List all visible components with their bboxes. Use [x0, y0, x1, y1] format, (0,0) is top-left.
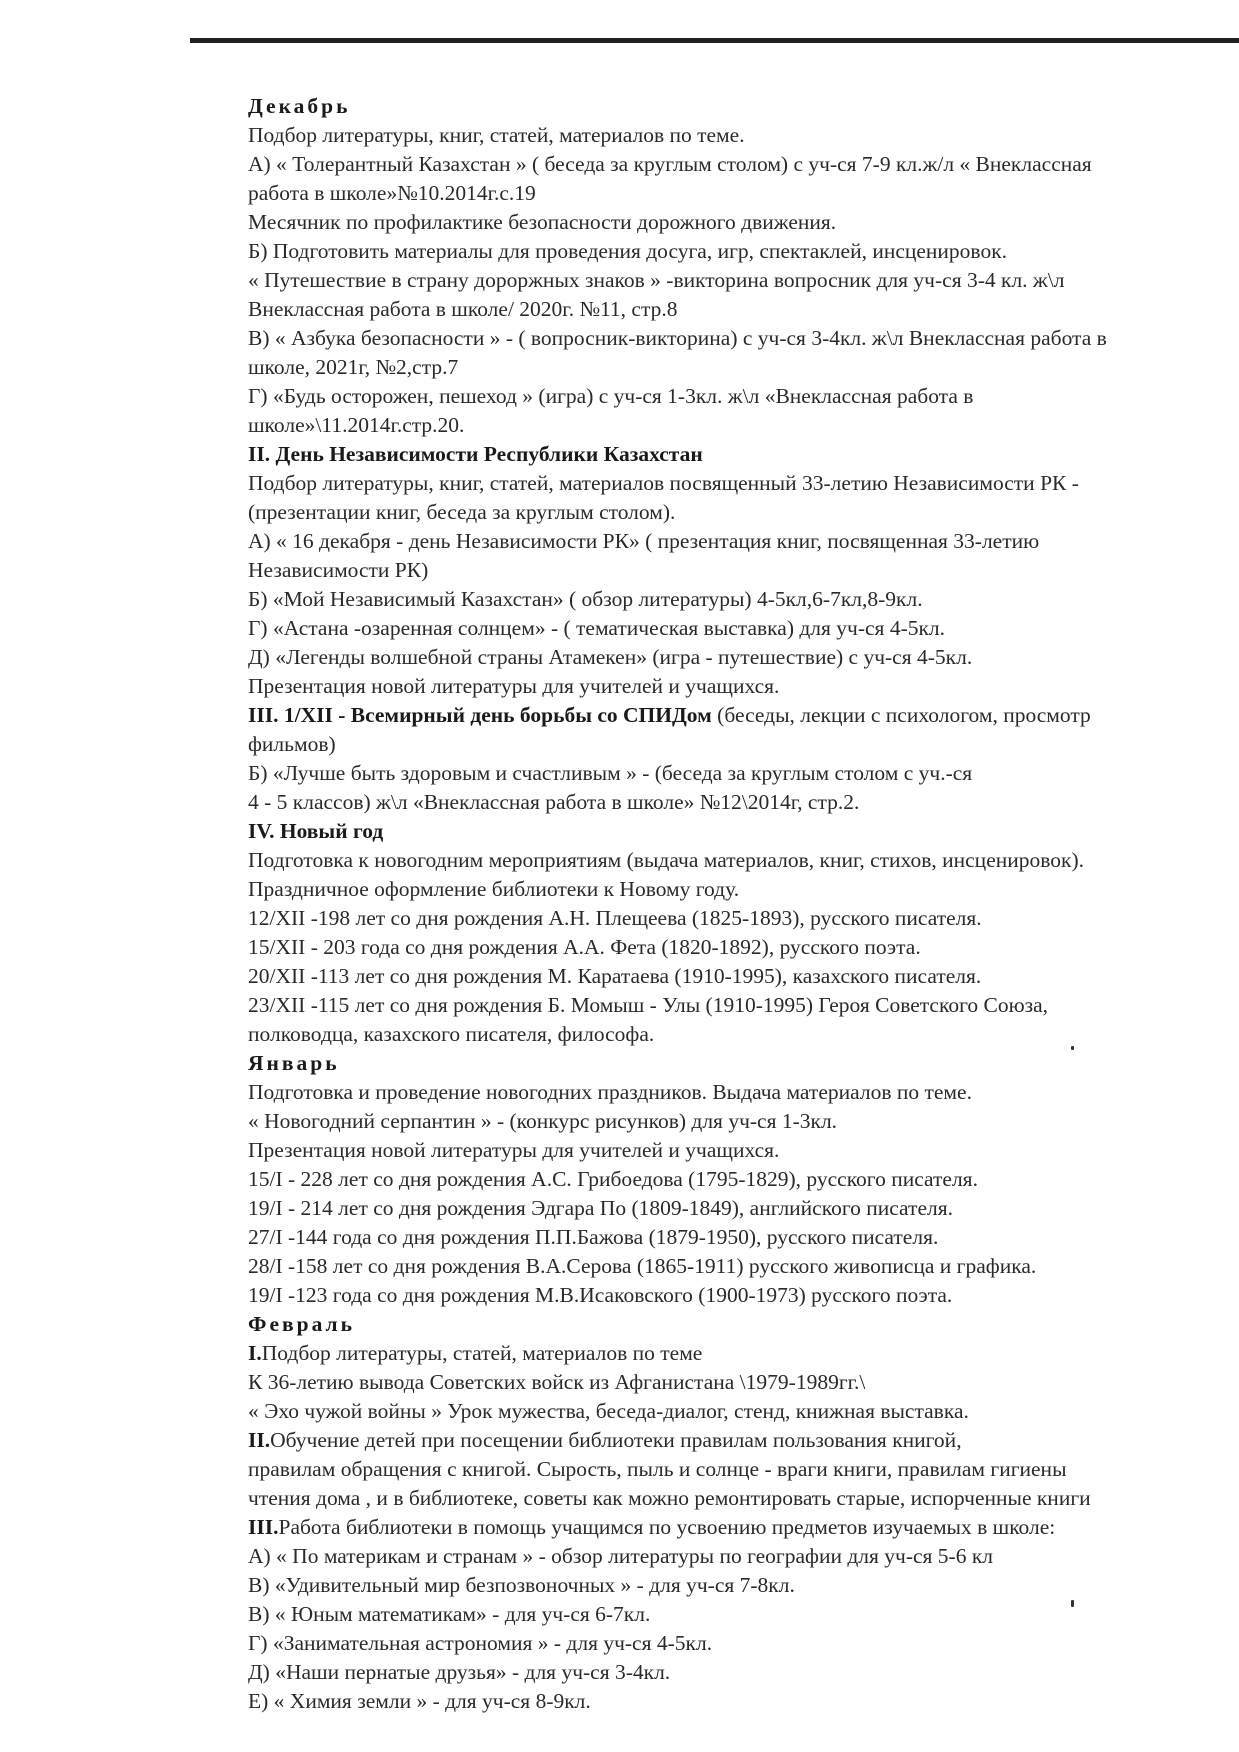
text-line: Презентация новой литературы для учителей и учащихся. — [248, 674, 780, 698]
text-line: Г) «Занимательная астрономия » - для уч-ся 4-5кл. — [248, 1631, 713, 1655]
text-line: Подготовка к новогодним мероприятиям (выдача материалов, книг, стихов, инсценировок). — [248, 848, 1084, 872]
section-number: III. 1/XII - Всемирный день борьбы со СПИДом — [248, 703, 712, 727]
text-line: А) « Толерантный Казахстан » ( беседа за круглым столом) с уч-ся 7-9 кл.ж/л « Внеклассная — [248, 152, 1092, 176]
mixed-line — [248, 701, 1239, 730]
text-line: 15/XII - 203 года со дня рождения А.А. Фета (1820-1892), русского поэта. — [248, 935, 921, 959]
section-heading: IV. Новый год — [248, 819, 384, 843]
text-line: Подготовка и проведение новогодних праздников. Выдача материалов по теме. — [248, 1080, 972, 1104]
text-line: 15/I - 228 лет со дня рождения А.С. Грибоедова (1795-1829), русского писателя. — [248, 1167, 978, 1191]
text-line: Б) «Мой Независимый Казахстан» ( обзор литературы) 4-5кл,6-7кл,8-9кл. — [248, 587, 923, 611]
text-line: 19/I -123 года со дня рождения М.В.Исаковского (1900-1973) русского поэта. — [248, 1283, 953, 1307]
text-line: школе, 2021г, №2,стр.7 — [248, 355, 459, 379]
text-line: В) « Юным математикам» - для уч-ся 6-7кл. — [248, 1602, 651, 1626]
mixed-line — [248, 1513, 1239, 1542]
text-line: фильмов) — [248, 732, 336, 756]
text-line: Б) Подготовить материалы для проведения досуга, игр, спектаклей, инсценировок. — [248, 239, 1008, 263]
text-line: Д) «Наши пернатые друзья» - для уч-ся 3-4кл. — [248, 1660, 671, 1684]
text-line: Г) «Астана -озаренная солнцем» - ( тематическая выставка) для уч-ся 4-5кл. — [248, 616, 946, 640]
text-line: Д) «Легенды волшебной страны Атамекен» (игра - путешествие) с уч-ся 4-5кл. — [248, 645, 973, 669]
text-line: 20/XII -113 лет со дня рождения М. Каратаева (1910-1995), казахского писателя. — [248, 964, 982, 988]
text-line: Внеклассная работа в школе/ 2020г. №11, стр.8 — [248, 297, 678, 321]
month-heading: Декабрь — [248, 94, 351, 118]
text-line: Подбор литературы, книг, статей, материалов посвященный 33-летию Независимости РК - — [248, 471, 1079, 495]
text-line: А) « 16 декабря - день Независимости РК» ( презентация книг, посвященная 33-летию — [248, 529, 1040, 553]
text-line: (презентации книг, беседа за круглым столом). — [248, 500, 676, 524]
text-line: Праздничное оформление библиотеки к Новому году. — [248, 877, 740, 901]
text-line: « Эхо чужой войны » Урок мужества, беседа-диалог, стенд, книжная выставка. — [248, 1399, 969, 1423]
section-number: I. — [248, 1341, 262, 1365]
text-line: 23/XII -115 лет со дня рождения Б. Момыш - Улы (1910-1995) Героя Советского Союза, — [248, 993, 1049, 1017]
text-line: А) « По материкам и странам » - обзор литературы по географии для уч-ся 5-6 кл — [248, 1544, 994, 1568]
text-line: В) «Удивительный мир безпозвоночных » - для уч-ся 7-8кл. — [248, 1573, 795, 1597]
top-scan-edge-line — [190, 38, 1239, 43]
text-line: полководца, казахского писателя, философа. — [248, 1022, 655, 1046]
document-body — [248, 92, 1239, 1716]
text-line: 27/I -144 года со дня рождения П.П.Бажова (1879-1950), русского писателя. — [248, 1225, 939, 1249]
text-line: Г) «Будь осторожен, пешеход » (игра) с уч-ся 1-3кл. ж\л «Внеклассная работа в — [248, 384, 974, 408]
mixed-line — [248, 1426, 1239, 1455]
month-heading: Февраль — [248, 1312, 355, 1336]
text-line: В) « Азбука безопасности » - ( вопросник-викторина) с уч-ся 3-4кл. ж\л Внеклассная работа в — [248, 326, 1107, 350]
text-line: школе»\11.2014г.стр.20. — [248, 413, 465, 437]
text-line: работа в школе»№10.2014г.с.19 — [248, 181, 536, 205]
text-line: Месячник по профилактике безопасности дорожного движения. — [248, 210, 837, 234]
text-line: правилам обращения с книгой. Сырость, пыль и солнце - враги книги, правилам гигиены — [248, 1457, 1067, 1481]
line-text: Работа библиотеки в помощь учащимся по усвоению предметов изучаемых в школе: — [278, 1515, 1056, 1539]
text-line: « Путешествие в страну дороржных знаков » -викторина вопросник для уч-ся 3-4 кл. ж\л — [248, 268, 1065, 292]
line-text: Подбор литературы, статей, материалов по теме — [261, 1341, 703, 1365]
line-text: Обучение детей при посещении библиотеки правилам пользования книгой, — [270, 1428, 962, 1452]
section-number: II. — [248, 1428, 271, 1452]
text-line: Презентация новой литературы для учителей и учащихся. — [248, 1138, 780, 1162]
scan-speck — [1071, 1046, 1074, 1050]
text-line: 12/XII -198 лет со дня рождения А.Н. Плещеева (1825-1893), русского писателя. — [248, 906, 982, 930]
text-line: Независимости РК) — [248, 558, 429, 582]
line-text: (беседы, лекции с психологом, просмотр — [711, 703, 1091, 727]
text-line: 19/I - 214 лет со дня рождения Эдгара По (1809-1849), английского писателя. — [248, 1196, 953, 1220]
text-line: Б) «Лучше быть здоровым и счастливым » - (беседа за круглым столом с уч.-ся — [248, 761, 973, 785]
text-line: Подбор литературы, книг, статей, материалов по теме. — [248, 123, 745, 147]
text-line: « Новогодний серпантин » - (конкурс рисунков) для уч-ся 1-3кл. — [248, 1109, 838, 1133]
text-line: Е) « Химия земли » - для уч-ся 8-9кл. — [248, 1689, 591, 1713]
section-number: III. — [248, 1515, 279, 1539]
text-line: чтения дома , и в библиотеке, советы как можно ремонтировать старые, испорченные книги — [248, 1486, 1091, 1510]
text-line: 28/I -158 лет со дня рождения В.А.Серова (1865-1911) русского живописца и графика. — [248, 1254, 1037, 1278]
section-heading: II. День Независимости Республики Казахстан — [248, 442, 703, 466]
scan-speck — [1071, 1600, 1074, 1607]
text-line: К 36-летию вывода Советских войск из Афганистана \1979-1989гг.\ — [248, 1370, 866, 1394]
text-line: 4 - 5 классов) ж\л «Внеклассная работа в школе» №12\2014г, стр.2. — [248, 790, 860, 814]
month-heading: Январь — [248, 1051, 340, 1075]
mixed-line — [248, 1339, 1239, 1368]
